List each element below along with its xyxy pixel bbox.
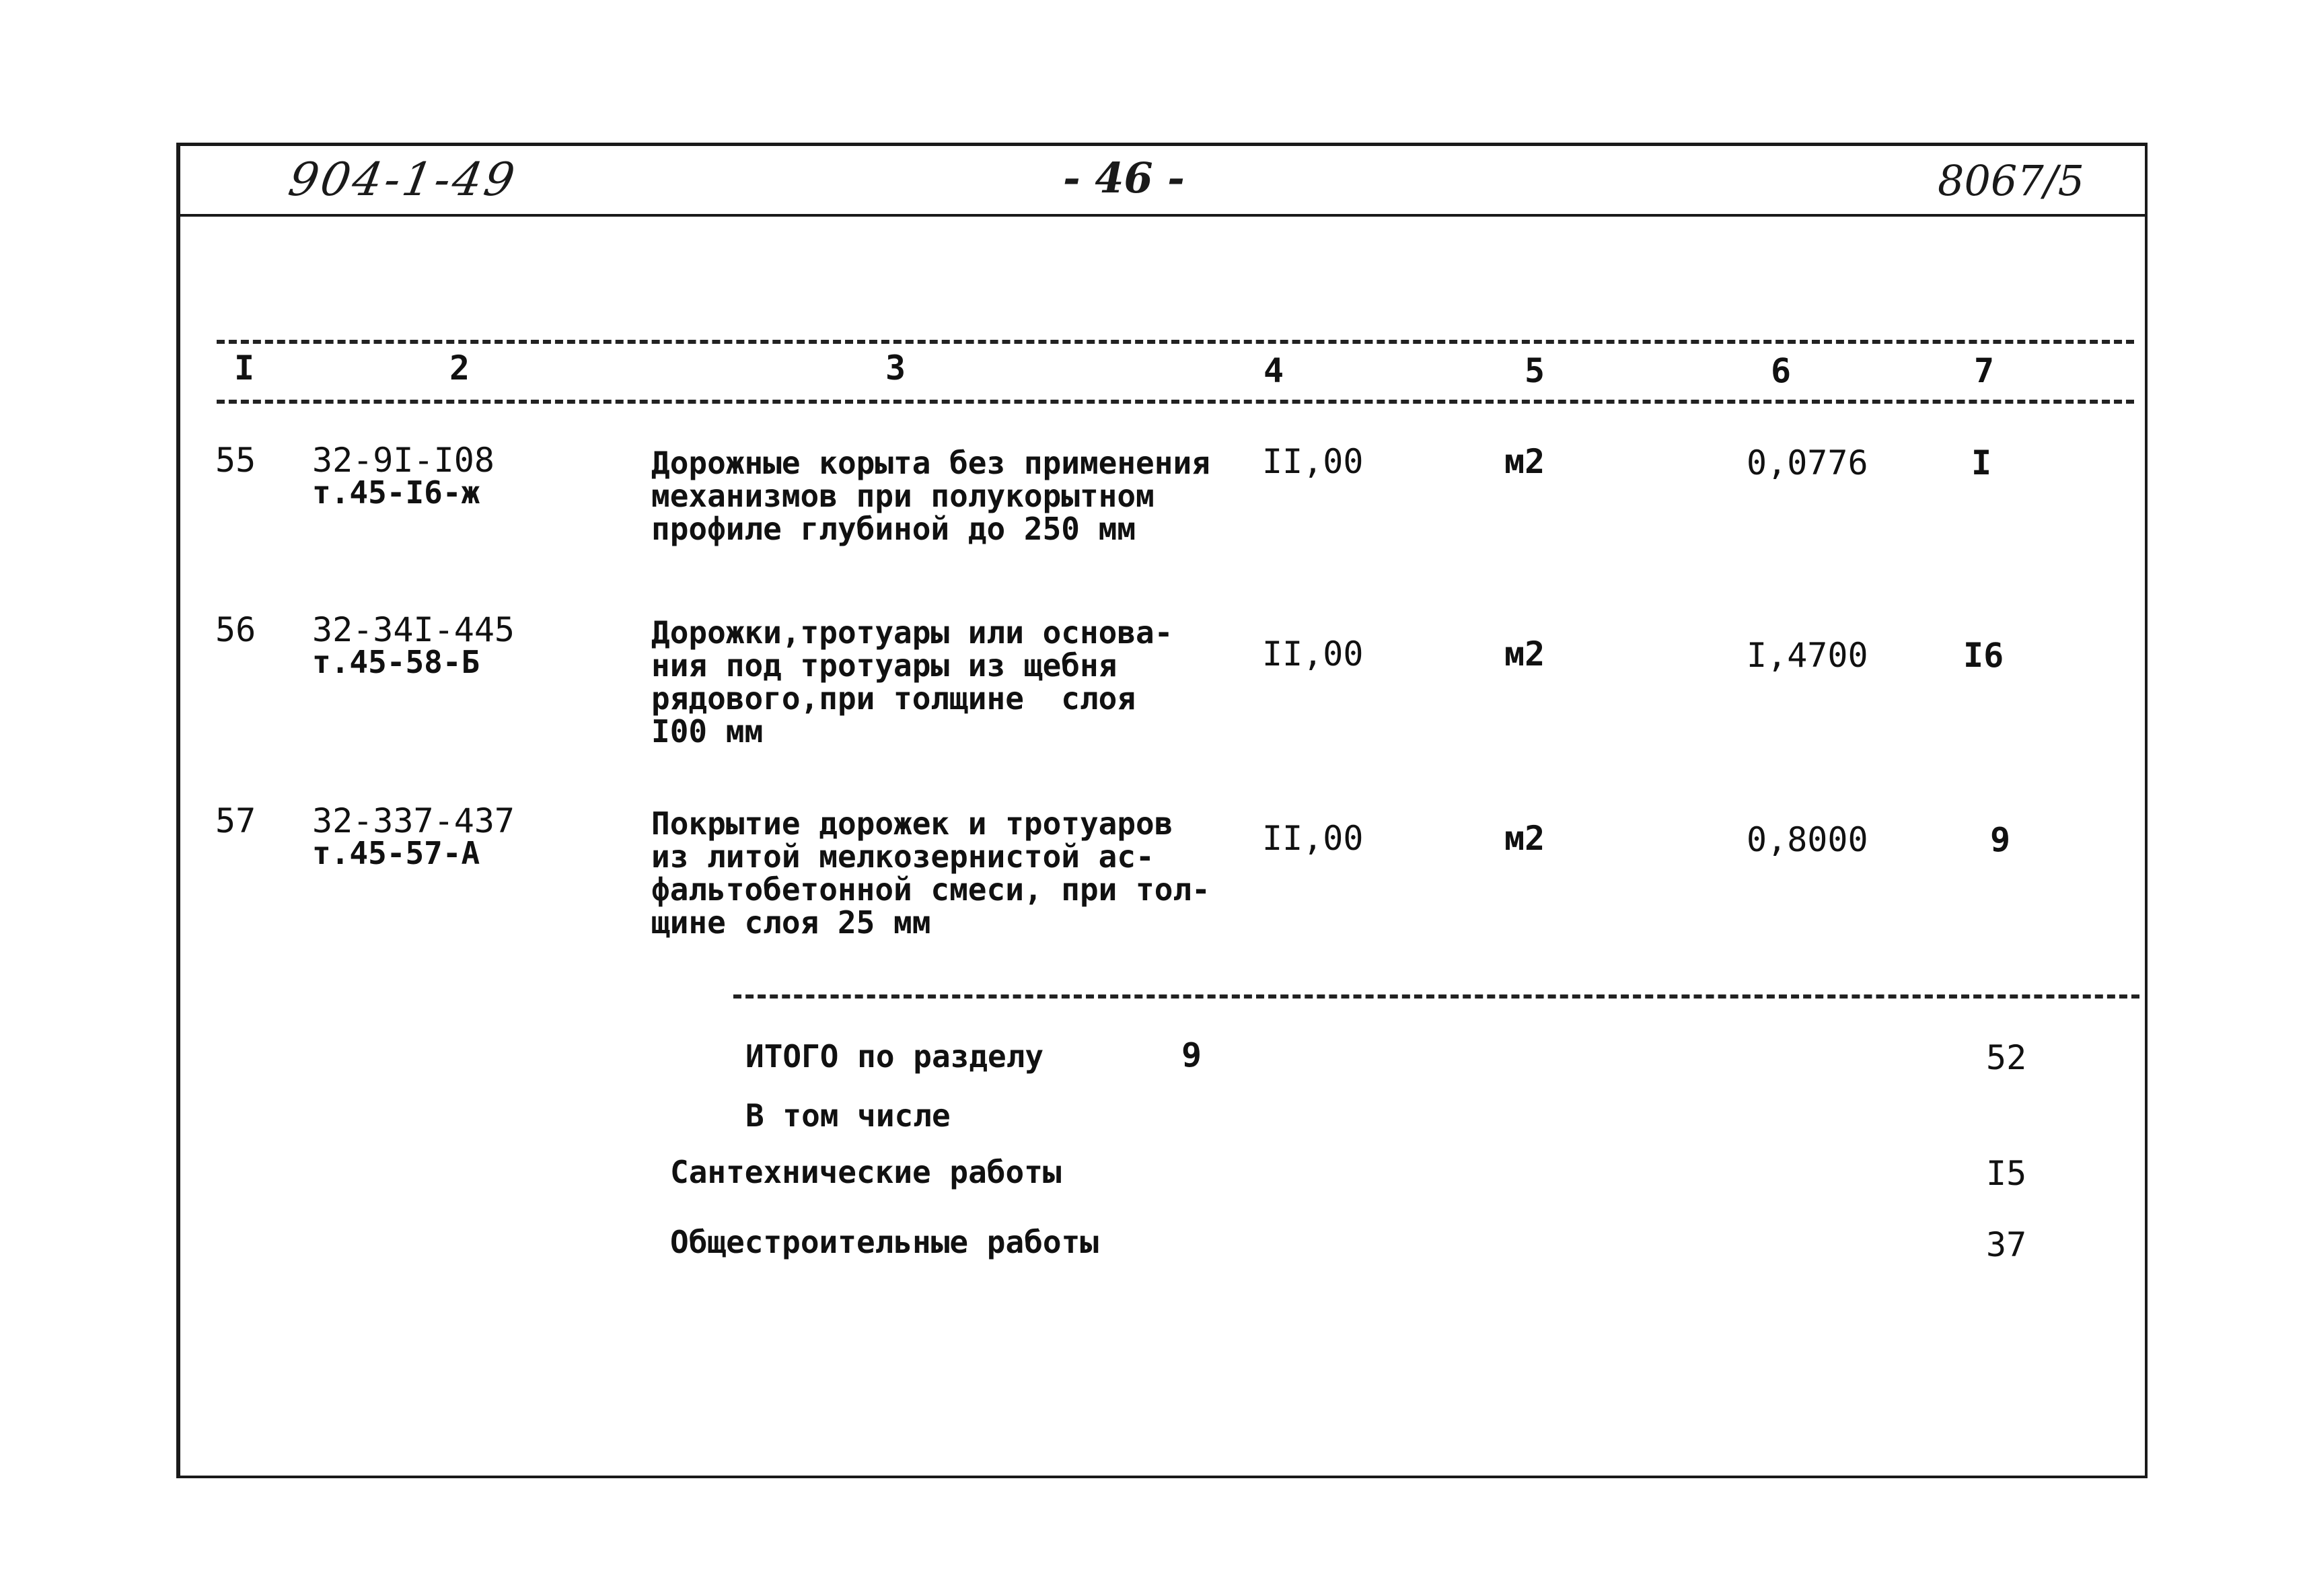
summary-total-label: ИТОГО по разделу [745, 1038, 1044, 1075]
row-55-code-line-1: 32-9I-I08 [312, 441, 494, 480]
summary-total-value: 52 [1986, 1038, 2027, 1077]
summary-item-plumbing-label: Сантехнические работы [670, 1154, 1062, 1190]
header-right-note: 8067/5 [1938, 156, 2085, 205]
column-number-6: 6 [1771, 351, 1792, 390]
row-57-code-line-1: 32-337-437 [312, 801, 515, 840]
header-left-note: 904-1-49 [285, 153, 521, 207]
row-56-description: Дорожки,тротуары или основа- ния под тротуары из щебня рядового,при толщине слоя I00 мм [651, 614, 1173, 750]
row-56-number: 56 [215, 610, 256, 649]
row-56-unit: м2 [1504, 634, 1545, 674]
summary-including-label: В том числе [745, 1097, 951, 1134]
summary-rule [733, 994, 2139, 999]
row-55-total: I [1971, 443, 1992, 482]
row-55-norm: 0,0776 [1747, 443, 1868, 482]
column-number-7: 7 [1974, 351, 1995, 390]
column-number-3: 3 [885, 349, 906, 388]
summary-section-number: 9 [1181, 1036, 1202, 1075]
summary-item-plumbing-value: I5 [1986, 1154, 2027, 1193]
column-number-1: I [234, 349, 255, 388]
page-number: - 46 - [1063, 153, 1185, 203]
row-56-norm: I,4700 [1747, 636, 1868, 675]
row-56-quantity: II,00 [1262, 634, 1364, 674]
row-57-norm: 0,8000 [1747, 820, 1868, 859]
summary-item-general-value: 37 [1986, 1225, 2027, 1264]
row-57-quantity: II,00 [1262, 819, 1364, 858]
row-55-description: Дорожные корыта без применения механизмов при полукорытном профиле глубиной до 250 мм [651, 445, 1210, 547]
row-55-number: 55 [215, 441, 256, 480]
row-56-code-line-2: т.45-58-Б [312, 644, 480, 680]
row-55-unit: м2 [1504, 442, 1545, 481]
column-header-bottom-rule [217, 400, 2134, 404]
column-number-4: 4 [1263, 351, 1284, 390]
header-rule [176, 214, 2148, 217]
column-header-top-rule [217, 340, 2134, 344]
row-56-code-line-1: 32-34I-445 [312, 610, 515, 649]
column-number-2: 2 [449, 349, 470, 388]
row-57-code-line-2: т.45-57-А [312, 835, 480, 871]
row-55-quantity: II,00 [1262, 442, 1364, 481]
row-56-total: I6 [1963, 636, 2004, 675]
row-55-code-line-2: т.45-I6-ж [312, 474, 480, 511]
row-57-total: 9 [1990, 820, 2011, 859]
row-57-number: 57 [215, 801, 256, 840]
row-57-unit: м2 [1504, 819, 1545, 858]
summary-item-general-label: Общестроительные работы [670, 1224, 1099, 1260]
column-number-5: 5 [1525, 351, 1545, 390]
row-57-description: Покрытие дорожек и тротуаров из литой мелкозернистой ас- фальтобетонной смеси, при тол- щине слоя 25 мм [651, 805, 1210, 941]
